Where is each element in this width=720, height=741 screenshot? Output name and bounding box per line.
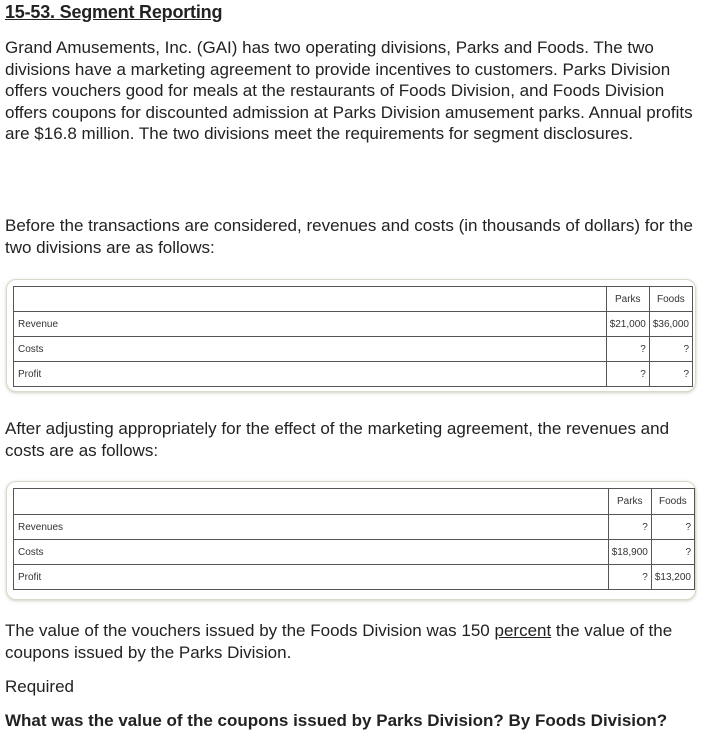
- table-header-row: [14, 489, 695, 515]
- before-paragraph: Before the transactions are considered, revenues and costs (in thousands of dollars) for the two divisions are as follows:: [5, 216, 693, 257]
- value-text-start: The value of the vouchers issued by the Foods Division was 150: [5, 621, 495, 640]
- table-cell: ?: [608, 515, 651, 540]
- problem-title: 15-53. Segment Reporting: [5, 2, 223, 22]
- table-row: [14, 362, 693, 387]
- table-cell: ?: [649, 337, 692, 362]
- required-label: Required: [5, 677, 74, 696]
- question-text: What was the value of the coupons issued by Parks Division? By Foods Division?: [5, 711, 668, 730]
- table-header-row: [14, 287, 693, 312]
- table-cell: ?: [606, 337, 649, 362]
- table-header-cell: [14, 287, 607, 312]
- table-cell: $36,000: [649, 312, 692, 337]
- value-text-end: the value of the coupons issued by the Parks Division.: [5, 621, 673, 662]
- table-header-cell: Parks: [608, 489, 651, 515]
- table-before-container: [6, 279, 696, 392]
- table-row: [14, 540, 695, 565]
- row-label: Revenue: [14, 312, 607, 337]
- row-label: Revenues: [14, 515, 609, 540]
- row-label: Costs: [14, 337, 607, 362]
- intro-paragraph: Grand Amusements, Inc. (GAI) has two operating divisions, Parks and Foods. The two divisions have a marketing agreement to provide incentives to customers. Parks Division offers vouchers good for meals at the restaurants of Foods Division, and Foods Division offers coupons for discounted admission at Parks Division amusement parks. Annual profits are $16.8 million. The two divisions meet the requirements for segment disclosures.: [5, 38, 693, 144]
- table-header-cell: Foods: [649, 287, 692, 312]
- table-cell: ?: [649, 362, 692, 387]
- table-after: [13, 488, 695, 590]
- table-cell: ?: [651, 540, 694, 565]
- table-cell: $13,200: [651, 565, 694, 590]
- table-row: [14, 565, 695, 590]
- after-paragraph: After adjusting appropriately for the effect of the marketing agreement, the revenues and costs are as follows:: [5, 419, 670, 460]
- table-row: [14, 515, 695, 540]
- table-header-cell: [14, 489, 609, 515]
- row-label: Profit: [14, 565, 609, 590]
- table-cell: ?: [651, 515, 694, 540]
- row-label: Profit: [14, 362, 607, 387]
- table-row: [14, 337, 693, 362]
- value-paragraph: [5, 620, 719, 663]
- table-after-container: [6, 481, 696, 600]
- table-before: [13, 286, 693, 387]
- percent-link[interactable]: percent: [494, 621, 552, 640]
- row-label: Costs: [14, 540, 609, 565]
- table-cell: ?: [606, 362, 649, 387]
- table-header-cell: Parks: [606, 287, 649, 312]
- table-cell: $18,900: [608, 540, 651, 565]
- table-cell: ?: [608, 565, 651, 590]
- table-cell: $21,000: [606, 312, 649, 337]
- table-header-cell: Foods: [651, 489, 694, 515]
- table-row: [14, 312, 693, 337]
